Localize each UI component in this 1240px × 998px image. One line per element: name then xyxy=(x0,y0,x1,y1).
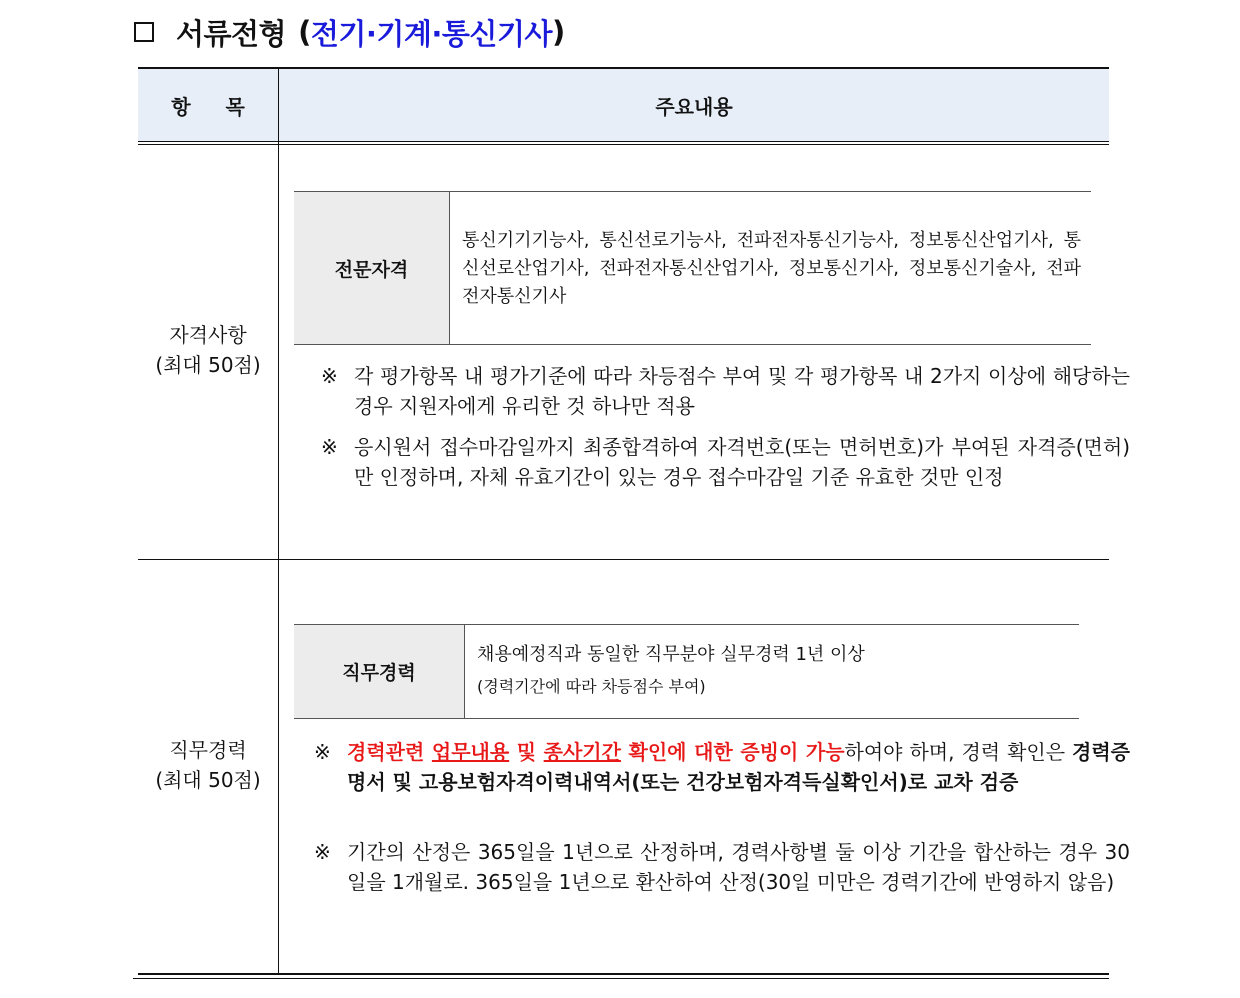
note-item-evidence: ※ 경력관련 업무내용 및 종사기간 확인에 대한 증빙이 가능하여야 하며, 경력 확인은 경력증명서 및 고용보험자격이력내역서(또는 건강보험자격득실확인서)로 교차 검증 xyxy=(314,737,1130,797)
inner-value-line1: 채용예정직과 동일한 직무분야 실무경력 1년 이상 xyxy=(477,644,865,665)
inner-label: 직무경력 xyxy=(294,625,465,718)
row-label-line1: 직무경력 xyxy=(169,738,247,762)
page-title xyxy=(134,10,565,54)
title-paren-open: ( xyxy=(298,15,311,49)
header-bottom-border-1 xyxy=(138,141,1109,142)
inner-table-experience xyxy=(294,624,1079,719)
inner-value: 통신기기기능사, 통신선로기능사, 전파전자통신기능사, 정보통신산업기사, 통신선로산업기사, 전파전자통신산업기사, 정보통신기사, 정보통신기술사, 전파전자통신기사 xyxy=(462,230,1081,307)
inner-table-qualification xyxy=(294,191,1091,345)
column-divider xyxy=(278,67,279,975)
note-item: ※ 응시원서 접수마감일까지 최종합격하여 자격번호(또는 면허번호)가 부여된 자격증(면허)만 인정하며, 자체 유효기간이 있는 경우 접수마감일 기준 유효한 것만 인정 xyxy=(321,432,1130,492)
table-top-border xyxy=(138,67,1109,69)
note-item-period: ※ 기간의 산정은 365일을 1년으로 산정하며, 경력사항별 둘 이상 기간을 합산하는 경우 30일을 1개월로. 365일을 1년으로 환산하여 산정(30일 미만은 경력기간에 반영하지 않음) xyxy=(314,837,1130,897)
table-bottom-border-2 xyxy=(133,978,1109,979)
screening-table xyxy=(138,67,1130,979)
header-content: 주요내용 xyxy=(655,94,733,119)
title-paren-close: ) xyxy=(551,15,565,49)
note-mark-icon: ※ xyxy=(321,364,338,388)
row-label-experience xyxy=(138,735,278,795)
row-label-line2: (최대 50점) xyxy=(155,353,261,377)
inner-value-line2: (경력기간에 따라 차등점수 부여) xyxy=(477,677,706,696)
row-label-qualification xyxy=(138,320,278,380)
note-mark-icon: ※ xyxy=(314,840,331,864)
inner-value xyxy=(465,625,1079,718)
table-header xyxy=(138,69,1109,141)
note-item: ※ 각 평가항목 내 평가기준에 따라 차등점수 부여 및 각 평가항목 내 2가지 이상에 해당하는 경우 지원자에게 유리한 것 하나만 적용 xyxy=(321,361,1130,421)
note-mark-icon: ※ xyxy=(314,740,331,764)
inner-label: 전문자격 xyxy=(294,192,450,344)
title-sub: 전기·기계·통신기사 xyxy=(310,16,552,51)
row-label-line2: (최대 50점) xyxy=(155,768,261,792)
header-bottom-border-2 xyxy=(138,144,1109,145)
checkbox-square-icon xyxy=(134,22,154,42)
title-main: 서류전형 xyxy=(176,16,287,51)
header-item: 항 목 xyxy=(171,94,259,119)
row-label-line1: 자격사항 xyxy=(169,323,247,347)
table-bottom-border-1 xyxy=(138,973,1109,975)
row-divider xyxy=(138,559,1109,560)
note-mark-icon: ※ xyxy=(321,435,338,459)
